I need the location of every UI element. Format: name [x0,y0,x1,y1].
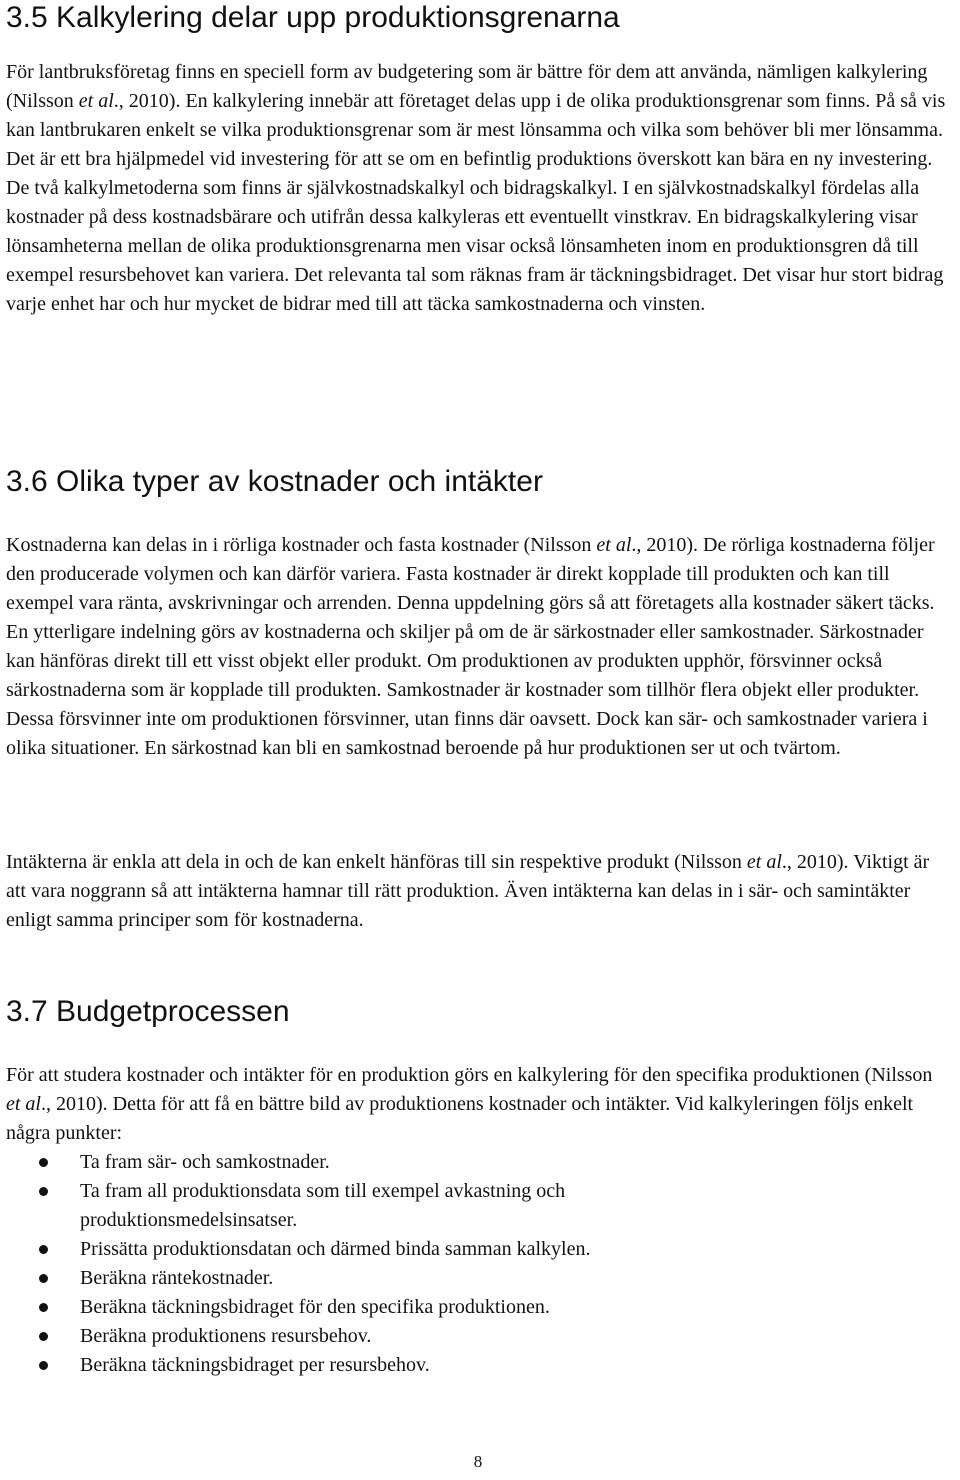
section-3-7-paragraph-1 [6,1061,950,1148]
bullet-icon [39,1361,48,1370]
section-heading-3-7: 3.7 Budgetprocessen [6,995,290,1028]
section-3-6-paragraph-2 [6,848,950,935]
section-3-5-paragraph-1 [6,58,950,319]
kalkylering-steps-list [6,1148,950,1380]
list-item: Prissätta produktionsdatan och därmed binda samman kalkylen. [6,1235,720,1264]
italic-text: et al [596,534,632,556]
bullet-icon [39,1274,48,1283]
list-item: Beräkna räntekostnader. [6,1264,720,1293]
section-heading-3-5: 3.5 Kalkylering delar upp produktionsgrenarna [6,1,620,34]
bullet-icon [39,1245,48,1254]
list-item: Ta fram all produktionsdata som till exempel avkastning och produktionsmedelsinsatser. [6,1177,720,1235]
text-run: ., 2010). Detta för att få en bättre bild av produktionens kostnader och intäkter. Vid kalkyleringen följs enkelt några punkter: [6,1093,914,1144]
italic-text: et al [78,90,114,112]
text-run: Kostnaderna kan delas in i rörliga kostnader och fasta kostnader (Nilsson [6,534,597,556]
list-item: Ta fram sär- och samkostnader. [6,1148,720,1177]
section-heading-3-6: 3.6 Olika typer av kostnader och intäkter [6,465,543,498]
bullet-icon [39,1332,48,1341]
section-3-6-paragraph-1 [6,531,950,763]
list-item: Beräkna täckningsbidraget per resursbehov. [6,1351,720,1380]
list-item: Beräkna produktionens resursbehov. [6,1322,720,1351]
text-run: Intäkterna är enkla att dela in och de kan enkelt hänföras till sin respektive produkt (Nilsson [6,851,747,873]
text-run: För lantbruksföretag finns en speciell form av budgetering som är bättre för dem att använda, nämligen kalkylering (Nilsson [6,61,928,112]
italic-text: et al [746,851,782,873]
bullet-icon [39,1158,48,1167]
text-run: ., 2010). En kalkylering innebär att företaget delas upp i de olika produktionsgrenar som finns. På så vis kan lantbrukaren enkelt se vilka produktionsgrenar som är mest lönsamma och vilka som behöver bli mer lönsamma. Det är ett bra hjälpmedel vid investering för att se om en befintlig produktions överskott kan bära en ny investering. De två kalkylmetoderna som finns är självkostnadskalkyl och bidragskalkyl. I en självkostnadskalkyl fördelas alla kostnader på dess kostnadsbärare och utifrån dessa kalkyleras ett eventuellt vinstkrav. En bidragskalkylering visar lönsamheterna mellan de olika produktionsgrenarna men visar också lönsamheten inom en produktionsgren då till exempel resursbehovet kan variera. Det relevanta tal som räknas fram är täckningsbidraget. Det visar hur stort bidrag varje enhet har och hur mycket de bidrar med till att täcka samkostnaderna och vinsten. [6,90,946,315]
bullet-icon [39,1187,48,1196]
list-item: Beräkna täckningsbidraget för den specifika produktionen. [6,1293,720,1322]
text-run: För att studera kostnader och intäkter för en produktion görs en kalkylering för den specifika produktionen (Nilsson [6,1064,933,1086]
document-page [6,0,950,1480]
italic-text: et al [6,1093,41,1115]
page-number: 8 [473,1452,483,1471]
bullet-icon [39,1303,48,1312]
text-run: ., 2010). Viktigt är att vara noggrann så att intäkterna hamnar till rätt produktion. Även intäkterna kan delas in i sär- och samintäkter enligt samma principer som för kostnaderna. [6,851,930,931]
text-run: ., 2010). De rörliga kostnaderna följer den producerade volymen och kan därför variera. Fasta kostnader är direkt kopplade till produkten och kan till exempel vara ränta, avskrivningar och arrenden. Denna uppdelning görs så att företagets alla kostnader säkert täcks. En ytterligare indelning görs av kostnaderna och skiljer på om de är särkostnader eller samkostnader. Särkostnader kan hänföras direkt till ett visst objekt eller produkt. Om produktionen av produkten upphör, försvinner också särkostnaderna som är kopplade till produkten. Samkostnader är kostnader som tillhör flera objekt eller produkter. Dessa försvinner inte om produktionen försvinner, utan finns där oavsett. Dock kan sär- och samkostnader variera i olika situationer. En särkostnad kan bli en samkostnad beroende på hur produktionen ser ut och tvärtom. [6,534,935,759]
